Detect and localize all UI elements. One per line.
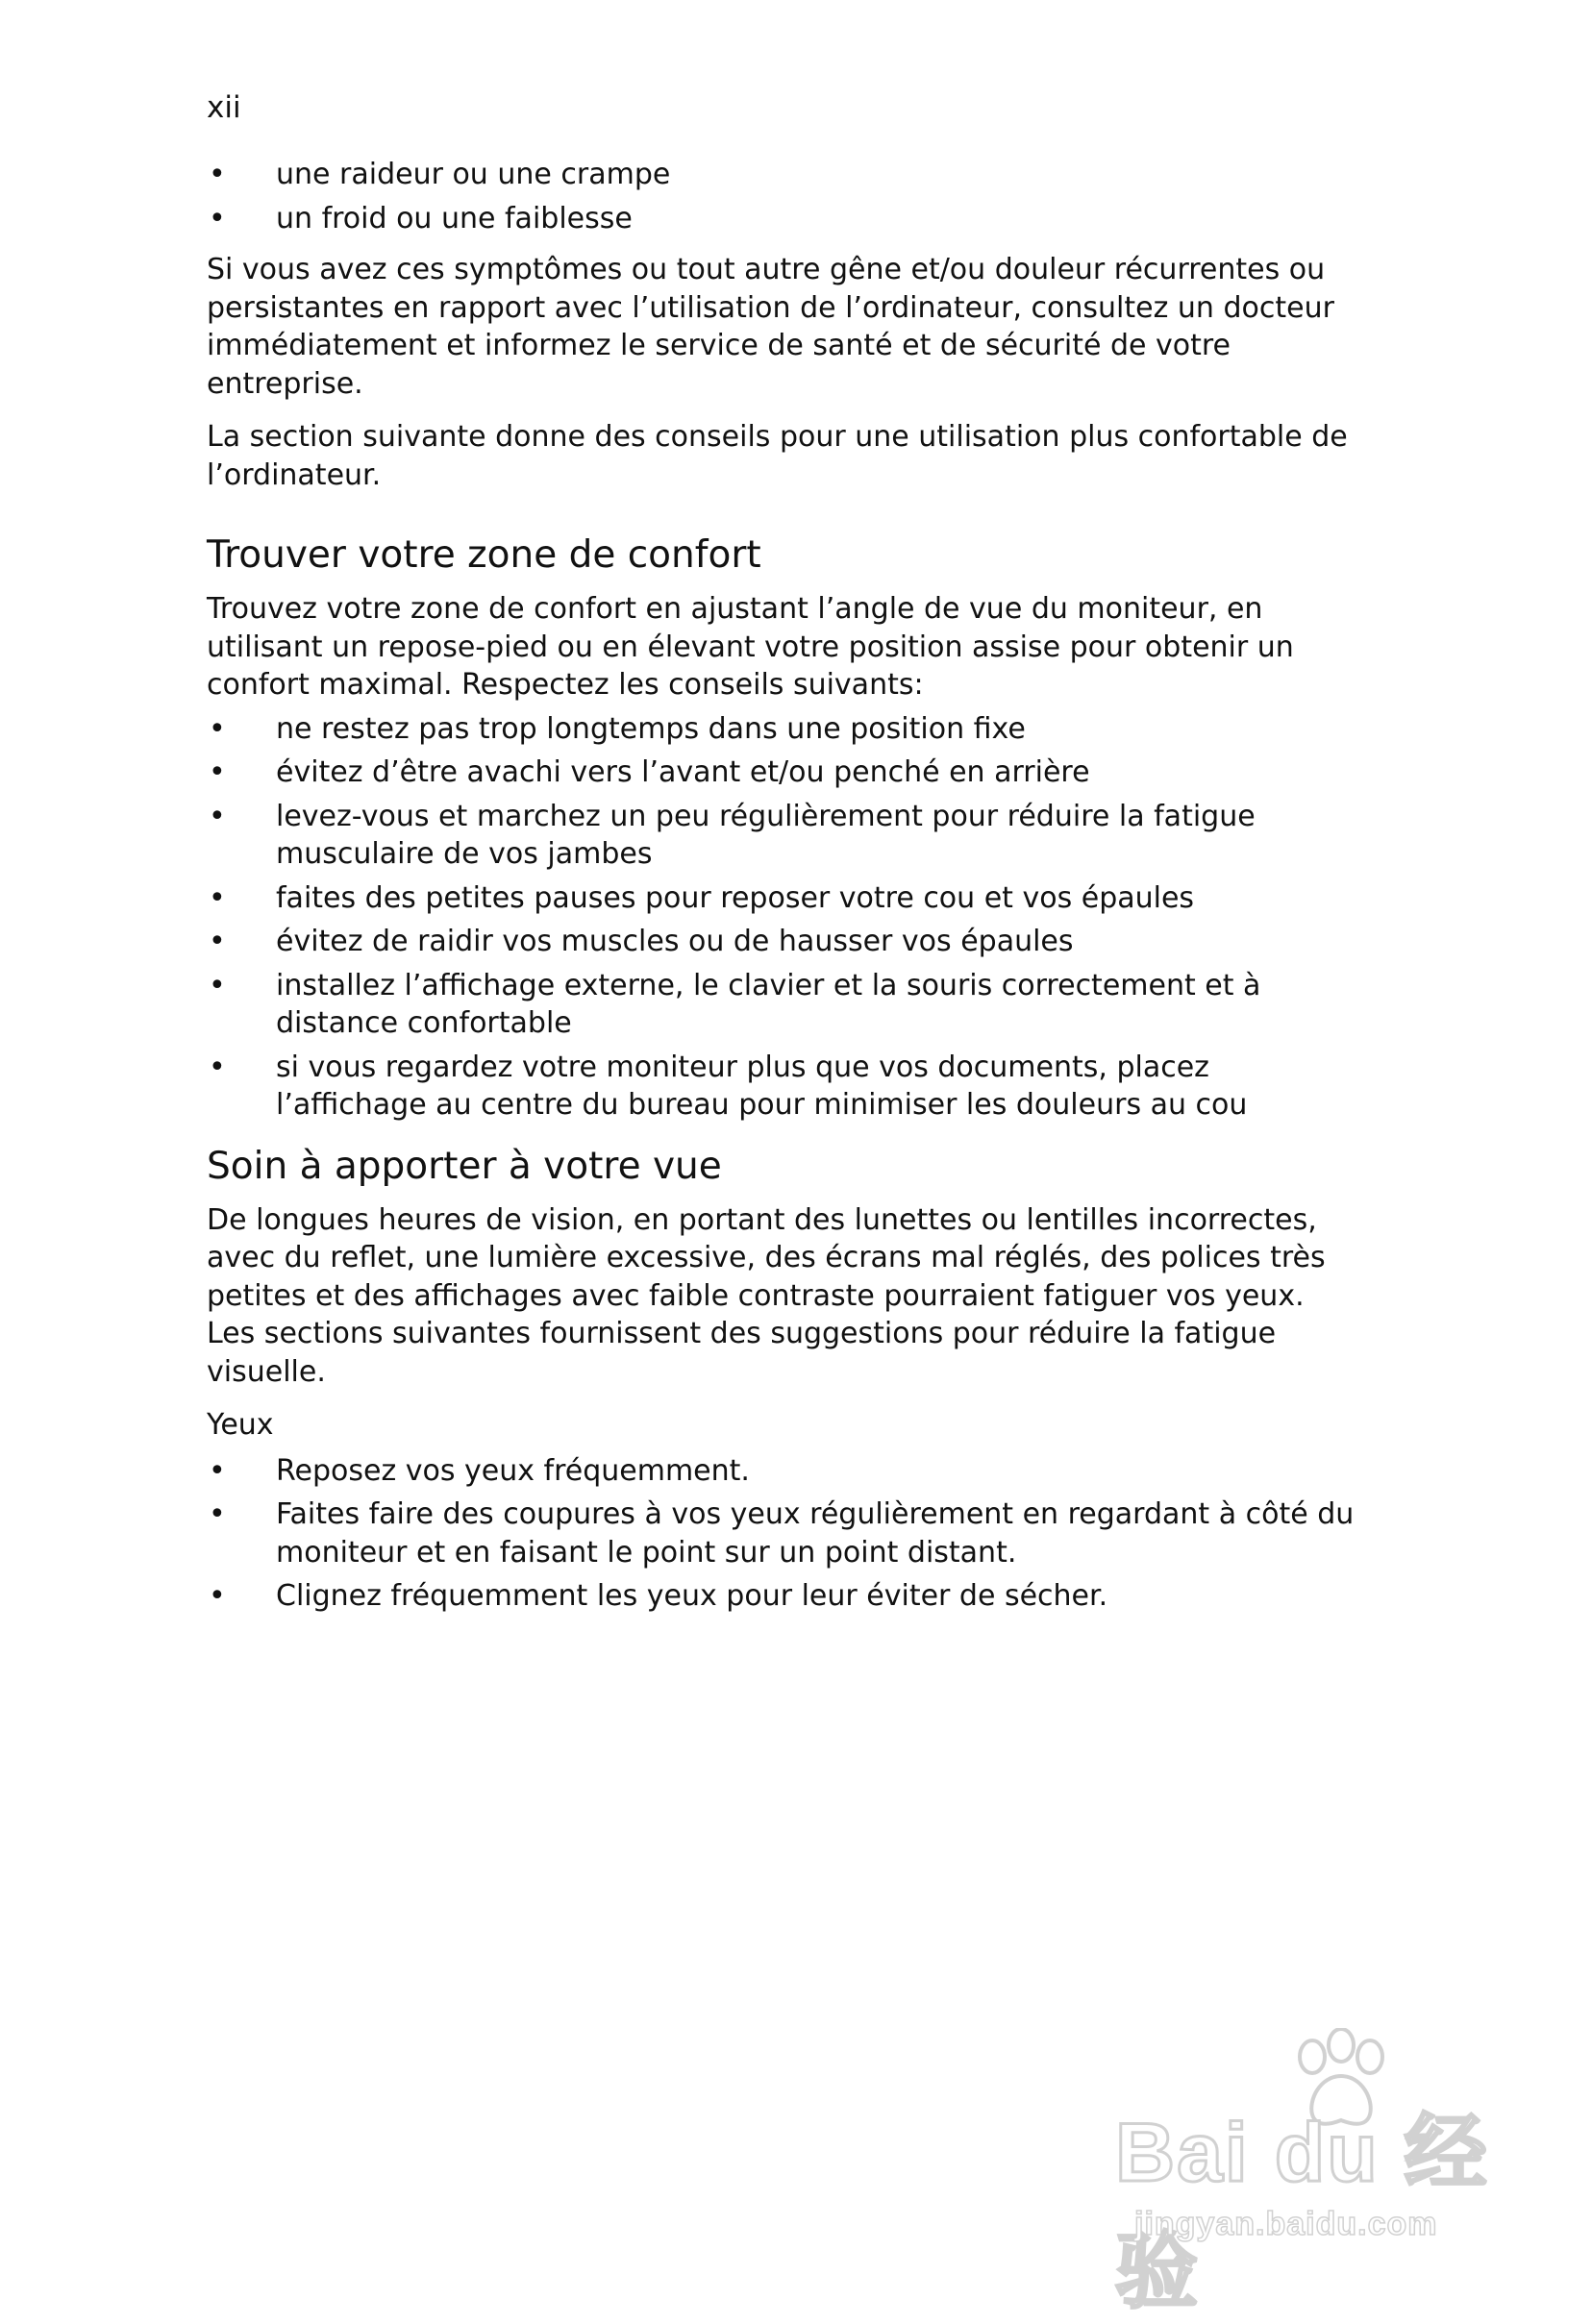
list-item xyxy=(207,967,1360,1043)
list-item xyxy=(207,1049,1360,1125)
symptom-list xyxy=(207,156,1360,237)
bullet-icon: • xyxy=(209,711,226,746)
list-item xyxy=(207,710,1360,749)
list-item-text: installez l’affichage externe, le clavier et la souris correctement et à distance confortable xyxy=(276,968,1261,1040)
list-item-text: si vous regardez votre moniteur plus que vos documents, placez l’affichage au centre du bureau pour minimiser les douleurs au cou xyxy=(276,1050,1248,1122)
list-item xyxy=(207,200,1360,238)
list-item xyxy=(207,798,1360,874)
list-item-text: faites des petites pauses pour reposer votre cou et vos épaules xyxy=(276,880,1195,915)
list-item xyxy=(207,1452,1360,1491)
bullet-icon: • xyxy=(209,201,226,235)
list-item-text: évitez d’être avachi vers l’avant et/ou penché en arrière xyxy=(276,755,1090,789)
bullet-icon: • xyxy=(209,1050,226,1084)
list-item xyxy=(207,754,1360,792)
bullet-icon: • xyxy=(209,799,226,833)
subheading-eyes: Yeux xyxy=(207,1408,274,1442)
list-item-text: levez-vous et marchez un peu régulièrement pour réduire la fatigue musculaire de vos jambes xyxy=(276,799,1256,871)
list-item xyxy=(207,1496,1360,1571)
section-title-comfort: Trouver votre zone de confort xyxy=(207,533,761,577)
bullet-icon: • xyxy=(209,1579,226,1613)
paragraph-comfort-intro: Trouvez votre zone de confort en ajustant l’angle de vue du moniteur, en utilisant un repose-pied ou en élevant votre position assise pour obtenir un confort maximal. Respectez les conseils suivants: xyxy=(207,592,1294,702)
watermark-url: jingyan.baidu.com xyxy=(1134,2206,1438,2242)
paragraph-symptoms-advice: Si vous avez ces symptômes ou tout autre gêne et/ou douleur récurrentes ou persistantes en rapport avec l’utilisation de l’ordinateur, consultez un docteur immédiatement et informez le service de santé et de sécurité de votre entreprise. xyxy=(207,253,1334,401)
watermark-brand: Bai du 经验 xyxy=(1115,2107,1489,2318)
list-item xyxy=(207,1577,1360,1616)
bullet-icon: • xyxy=(209,755,226,789)
bullet-icon: • xyxy=(209,158,226,191)
page-number: xii xyxy=(207,90,241,125)
list-item-text: un froid ou une faiblesse xyxy=(276,201,633,235)
paragraph-vision-intro: De longues heures de vision, en portant des lunettes ou lentilles incorrectes, avec du reflet, une lumière excessive, des écrans mal réglés, des polices très petites et des affichages avec faible contraste pourraient fatiguer vos yeux. Les sections suivantes fournissent des suggestions pour réduire la fatigue visuelle. xyxy=(207,1202,1326,1389)
bullet-icon: • xyxy=(209,880,226,915)
eye-tips-list xyxy=(207,1452,1360,1616)
bullet-icon: • xyxy=(209,925,226,958)
list-item-text: Clignez fréquemment les yeux pour leur éviter de sécher. xyxy=(276,1579,1108,1613)
bullet-icon: • xyxy=(209,1497,226,1531)
section-title-vision: Soin à apporter à votre vue xyxy=(207,1144,722,1188)
page-content xyxy=(207,88,1360,1629)
list-item-text: Faites faire des coupures à vos yeux régulièrement en regardant à côté du moniteur et en faisant le point sur un point distant. xyxy=(276,1497,1355,1570)
list-item-text: ne restez pas trop longtemps dans une position fixe xyxy=(276,711,1026,746)
list-item xyxy=(207,923,1360,961)
list-item-text: Reposez vos yeux fréquemment. xyxy=(276,1453,750,1488)
list-item xyxy=(207,879,1360,918)
list-item xyxy=(207,156,1360,194)
paragraph-next-section: La section suivante donne des conseils pour une utilisation plus confortable de l’ordinateur. xyxy=(207,420,1348,492)
bullet-icon: • xyxy=(209,1453,226,1488)
bullet-icon: • xyxy=(209,968,226,1002)
list-item-text: une raideur ou une crampe xyxy=(276,158,671,191)
comfort-tips-list xyxy=(207,710,1360,1125)
list-item-text: évitez de raidir vos muscles ou de hausser vos épaules xyxy=(276,925,1074,958)
baidu-watermark xyxy=(1115,2028,1519,2318)
